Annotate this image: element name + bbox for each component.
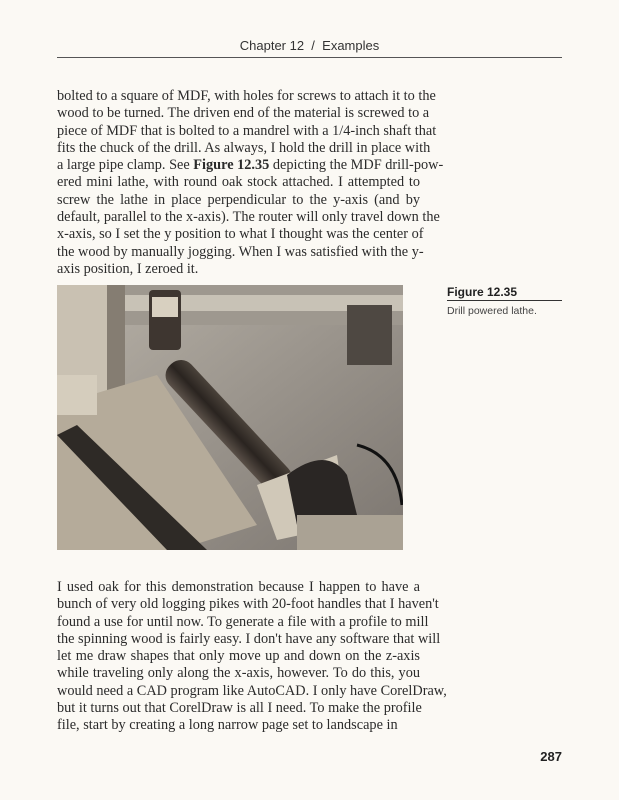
text-line: default, parallel to the x-axis). The router will only travel down the [57,209,440,226]
figure-reference: Figure 12.35 [193,157,270,174]
figure-title: Figure 12.35 [447,285,518,299]
figure-caption: Drill powered lathe. [447,305,537,317]
text-line: the wood by manually jogging. When I was satisfied with the y- [57,243,424,260]
running-head: Chapter 12 / Examples [239,38,380,53]
text-run: a large pipe clamp. See [57,157,194,174]
text-line: bunch of very old logging pikes with 20-foot handles that I haven't [57,596,439,613]
header-rule [57,57,562,58]
text-line: I used oak for this demonstration because I happen to have a [57,579,420,595]
text-line: the spinning wood is fairly easy. I don't have any software that will [57,630,441,647]
figure-photo-drill-lathe [57,285,403,550]
text-run: depicting the MDF drill-pow- [269,157,444,174]
text-line: ered mini lathe, with round oak stock attached. I attempted to [57,174,420,191]
text-line: piece of MDF that is bolted to a mandrel with a 1/4-inch shaft that [57,122,437,139]
text-line: let me draw shapes that only move up and down on the z-axis [57,648,420,665]
text-line: wood to be turned. The driven end of the material is screwed to a [57,105,430,122]
text-line: x-axis, so I set the y position to what I thought was the center of [57,226,424,243]
text-line: would need a CAD program like AutoCAD. I only have CorelDraw, [57,682,447,699]
text-line: file, start by creating a long narrow page set to landscape in [57,717,398,734]
paragraph-1 [57,88,444,278]
text-line: axis position, I zeroed it. [57,260,199,277]
text-line [57,157,444,174]
figure-rule [447,300,562,301]
paragraph-2 [57,579,447,735]
text-line: screw the lathe in place perpendicular to the y-axis (and by [57,191,420,208]
text-line: fits the chuck of the drill. As always, I hold the drill in place with [57,139,431,156]
page-number: 287 [540,749,562,764]
text-line: but it turns out that CorelDraw is all I need. To make the profile [57,700,422,717]
text-line: while traveling only along the x-axis, however. To do this, you [57,665,420,682]
text-line: bolted to a square of MDF, with holes for screws to attach it to the [57,88,436,104]
text-line: found a use for until now. To generate a file with a profile to mill [57,613,429,630]
